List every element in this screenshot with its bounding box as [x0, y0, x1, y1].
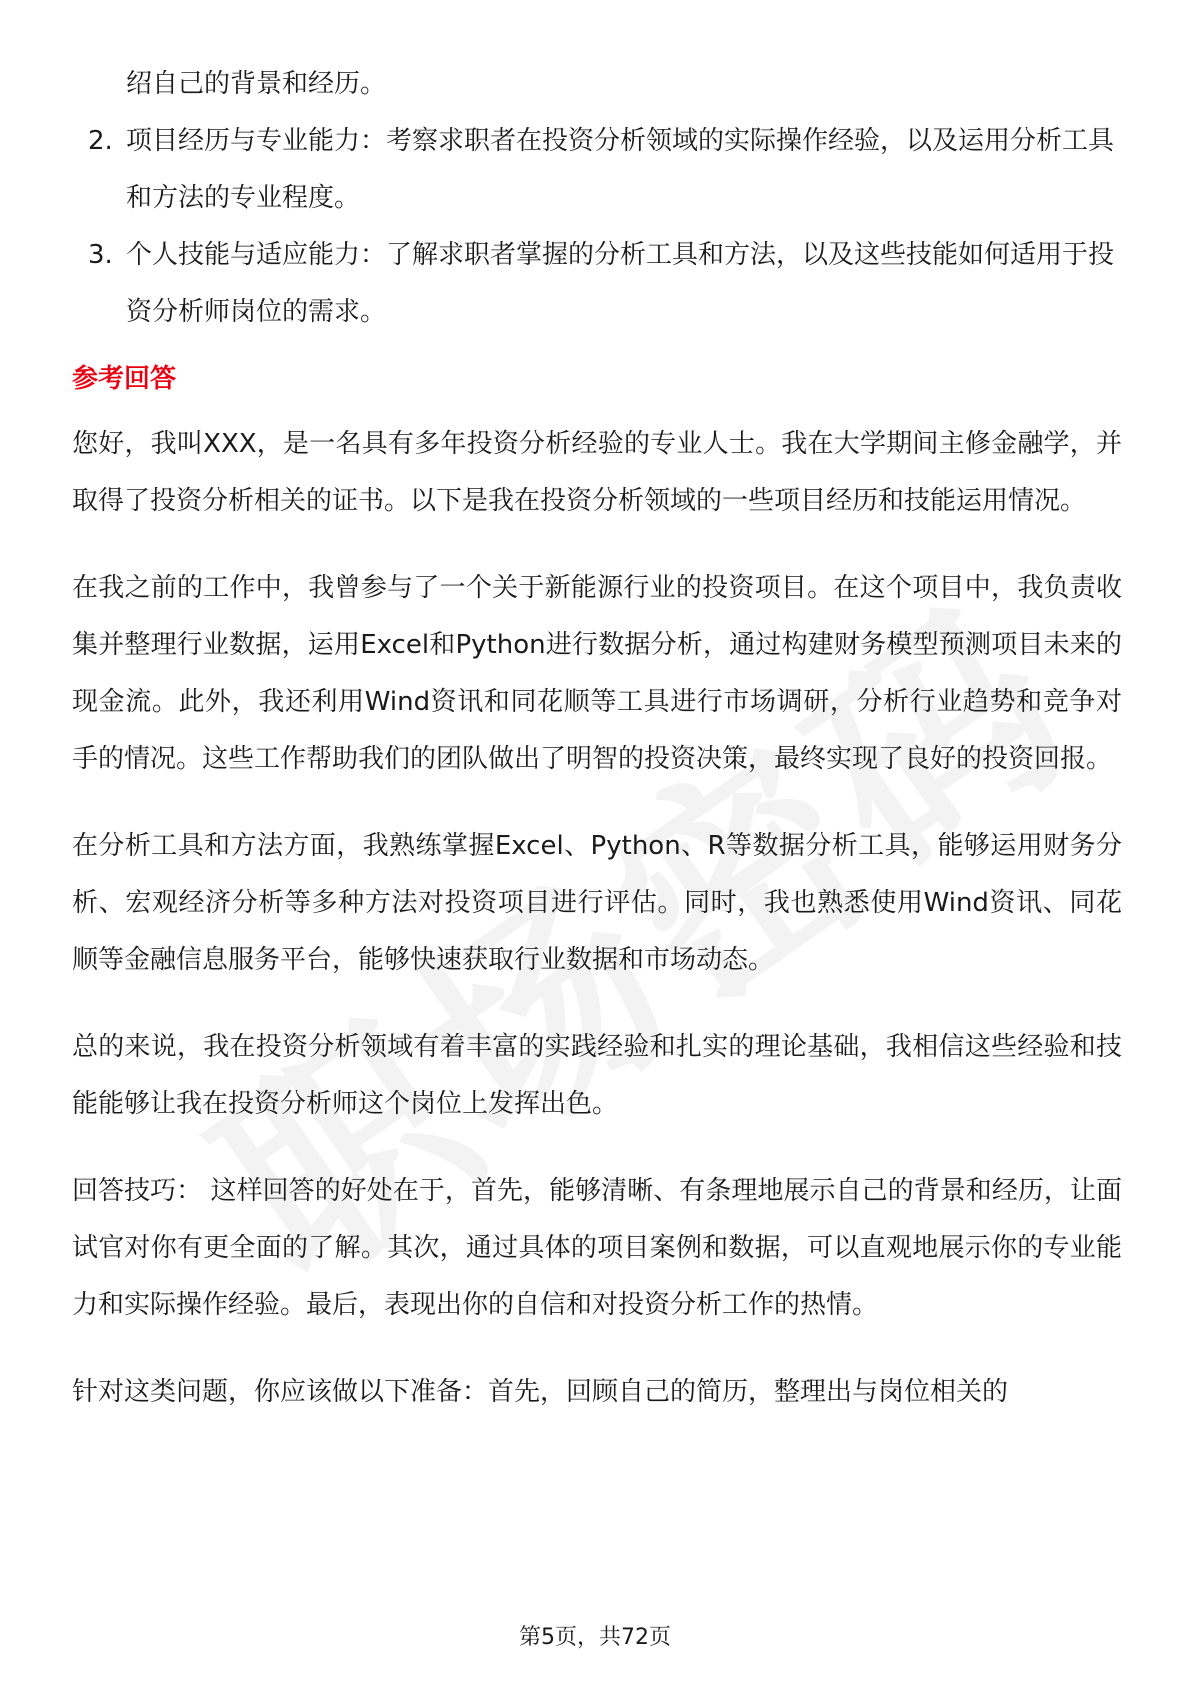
list-item: [72, 227, 1122, 341]
page-footer: 第5页，共72页: [519, 1625, 671, 1650]
paragraph: 针对这类问题，你应该做以下准备：首先，回顾自己的简历，整理出与岗位相关的: [72, 1377, 1009, 1407]
list-item: [72, 113, 1122, 227]
list-text: 项目经历与专业能力：考察求职者在投资分析领域的实际操作经验，以及运用分析工具和方法的专业程度。: [126, 126, 1115, 213]
list-text: 个人技能与适应能力：了解求职者掌握的分析工具和方法，以及这些技能如何适用于投资分析师岗位的需求。: [126, 240, 1115, 327]
paragraph: 在我之前的工作中，我曾参与了一个关于新能源行业的投资项目。在这个项目中，我负责收集并整理行业数据，运用Excel和Python进行数据分析，通过构建财务模型预测项目未来的现金流。此外，我还利用Wind资讯和同花顺等工具进行市场调研，分析行业趋势和竞争对手的情况。这些工作帮助我们的团队做出了明智的投资决策，最终实现了良好的投资回报。: [72, 573, 1122, 774]
paragraph: 在分析工具和方法方面，我熟练掌握Excel、Python、R等数据分析工具，能够运用财务分析、宏观经济分析等多种方法对投资项目进行评估。同时，我也熟悉使用Wind资讯、同花顺等金融信息服务平台，能够快速获取行业数据和市场动态。: [72, 831, 1122, 975]
document-body: [72, 56, 1122, 1421]
section-heading: 参考回答: [72, 364, 177, 394]
list-number: 3.: [88, 240, 113, 270]
paragraph: 回答技巧： 这样回答的好处在于，首先，能够清晰、有条理地展示自己的背景和经历，让面试官对你有更全面的了解。其次，通过具体的项目案例和数据，可以直观地展示你的专业能力和实际操作经验。最后，表现出你的自信和对投资分析工作的热情。: [72, 1176, 1122, 1320]
list-number: 2.: [88, 126, 113, 156]
paragraph: 总的来说，我在投资分析领域有着丰富的实践经验和扎实的理论基础，我相信这些经验和技能能够让我在投资分析师这个岗位上发挥出色。: [72, 1032, 1122, 1119]
paragraph: 您好，我叫XXX，是一名具有多年投资分析经验的专业人士。我在大学期间主修金融学，并取得了投资分析相关的证书。以下是我在投资分析领域的一些项目经历和技能运用情况。: [72, 429, 1122, 516]
continued-list-text: 绍自己的背景和经历。: [126, 69, 387, 99]
